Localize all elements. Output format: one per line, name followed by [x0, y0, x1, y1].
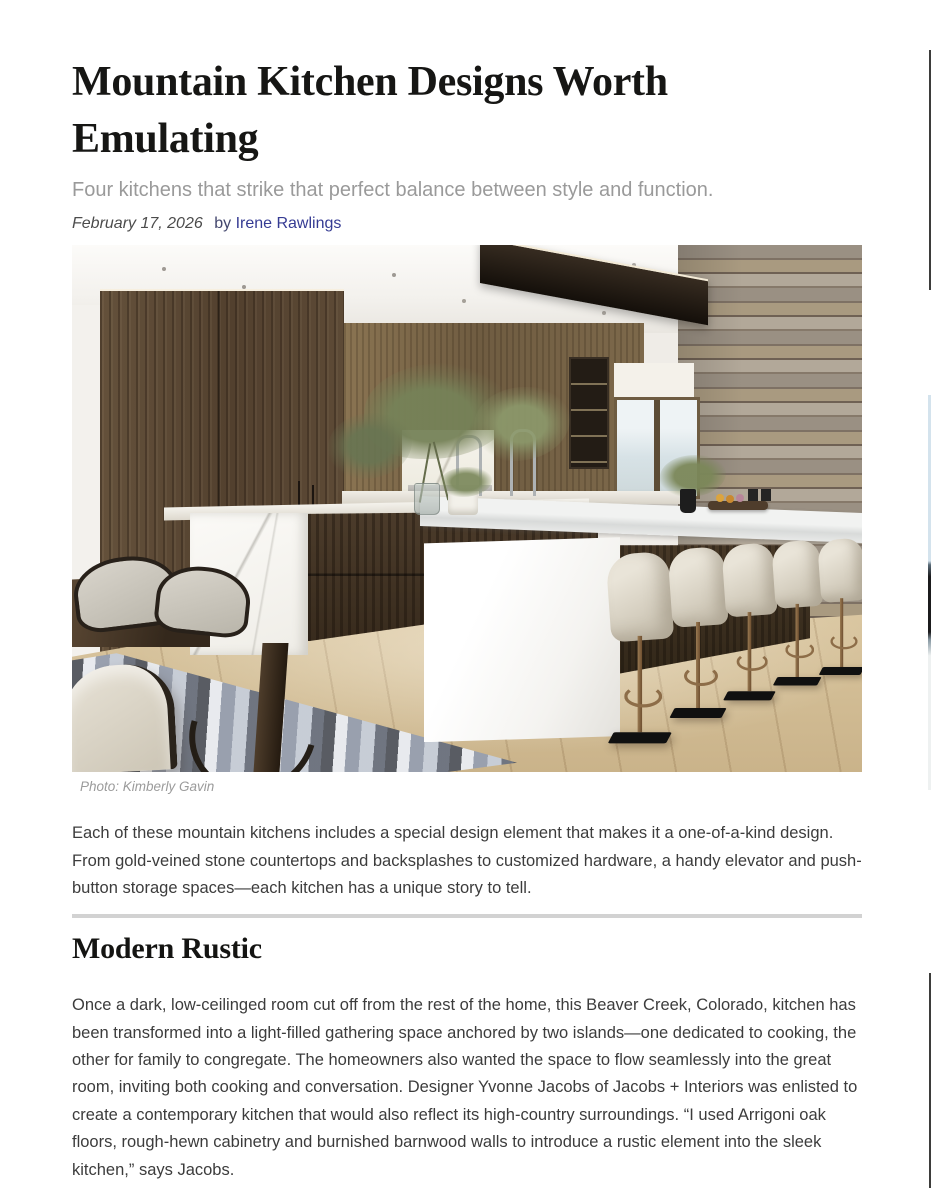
- stool-seat: [606, 551, 675, 643]
- photo-caption: Photo: Kimberly Gavin: [80, 779, 215, 795]
- stool-footrest: [737, 653, 768, 671]
- dining-chair: [72, 662, 178, 772]
- stool-base: [723, 691, 776, 700]
- publish-date: February 17, 2026: [72, 215, 203, 233]
- stool-footrest: [684, 666, 718, 686]
- serving-tray: [708, 501, 768, 510]
- stool-leg: [696, 622, 700, 708]
- dark-vase: [680, 489, 696, 513]
- intro-paragraph: Each of these mountain kitchens includes a special design element that makes it a one-of-a-kind design. From gold-veined stone countertops and backsplashes to customized hardware, a handy elevator and push-button storage spaces—each kitchen has a unique story to tell.: [72, 824, 862, 897]
- stool-base: [608, 732, 672, 743]
- section-divider: [72, 914, 862, 918]
- stool-seat: [817, 538, 862, 603]
- bar-stool: [816, 539, 862, 691]
- byline: [72, 215, 862, 233]
- stool-footrest: [624, 685, 662, 707]
- bar-stool: [604, 553, 676, 766]
- byline-prefix: by: [214, 215, 232, 233]
- section-paragraph: Once a dark, low-ceilinged room cut off from the rest of the home, this Beaver Creek, Colorado, kitchen has been transformed into a light-filled gathering space anchored by two islands—one dedicated to cooking, the other for family to congregate. The homeowners also wanted the space to flow seamlessly into the great room, inviting both cooking and conversation. Designer Yvonne Jacobs of Jacobs + Interiors was enlisted to create a contemporary kitchen that would also reflect its high-country surroundings. “I used Arrigoni oak floors, rough-hewn cabinetry and burnished barnwood walls to introduce a rustic element into the sleek kitchen,” says Jacobs.: [72, 996, 858, 1179]
- hero-figure: [72, 245, 862, 794]
- glass-vase: [414, 483, 440, 515]
- stool-base: [773, 677, 822, 685]
- right-island-waterfall-panel: [424, 537, 620, 742]
- article-subtitle: Four kitchens that strike that perfect balance between style and function.: [72, 179, 714, 202]
- window-shade: [614, 363, 694, 399]
- stool-footrest: [785, 642, 814, 659]
- section-heading: Modern Rustic: [72, 932, 262, 966]
- stool-footrest: [830, 634, 857, 650]
- author-link[interactable]: Irene Rawlings: [235, 215, 342, 233]
- page-title: Mountain Kitchen Designs Worth Emulating: [72, 59, 668, 163]
- stool-base: [819, 667, 862, 675]
- stool-base: [669, 708, 726, 718]
- glass-display-cabinet: [569, 357, 609, 469]
- mugs: [748, 489, 758, 501]
- kitchen-photo: [72, 245, 862, 772]
